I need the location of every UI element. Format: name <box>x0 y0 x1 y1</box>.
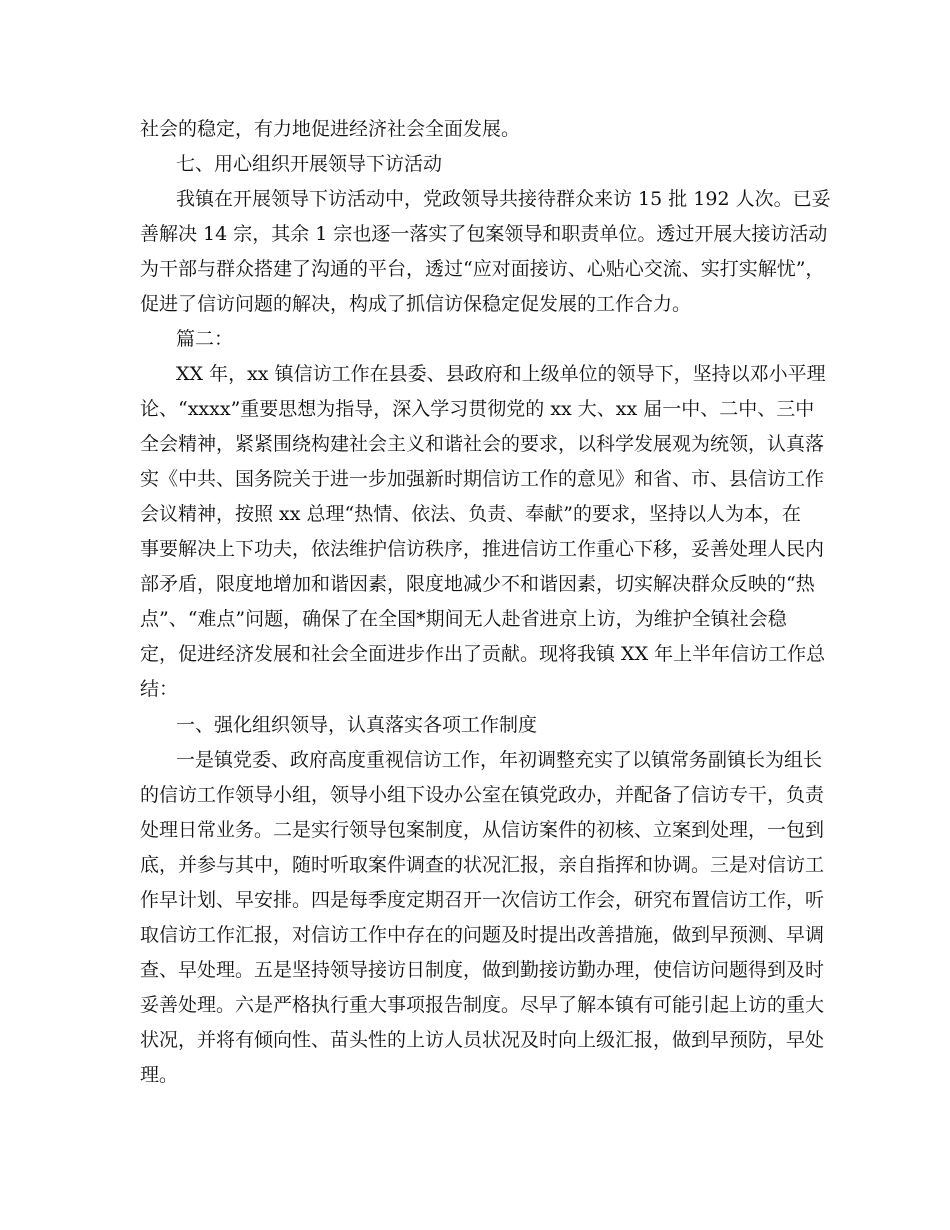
text-line: 取信访工作汇报，对信访工作中存在的问题及时提出改善措施，做到早预测、早调 <box>140 924 825 946</box>
text-line: 实《中共、国务院关于进一步加强新时期信访工作的意见》和省、市、县信访工作 <box>140 468 825 490</box>
part-heading: 篇二： <box>176 328 234 350</box>
text-line: 点”、“难点”问题，确保了在全国*期间无人赴省进京上访，为维护全镇社会稳 <box>140 608 787 630</box>
text-line: 理。 <box>140 1064 179 1086</box>
text-line: 部矛盾，限度地增加和谐因素，限度地减少不和谐因素，切实解决群众反映的“热 <box>140 573 815 595</box>
text-line: 事要解决上下功夫，依法维护信访秩序，推进信访工作重心下移，妥善处理人民内 <box>140 538 825 560</box>
text-line: 妥善处理。六是严格执行重大事项报告制度。尽早了解本镇有可能引起上访的重大 <box>140 994 825 1016</box>
text-line: 全会精神，紧紧围绕构建社会主义和谐社会的要求，以科学发展观为统领，认真落 <box>140 433 825 455</box>
text-line: 查、早处理。五是坚持领导接访日制度，做到勤接访勤办理，使信访问题得到及时 <box>140 959 825 981</box>
text-line: 善解决 14 宗，其余 1 宗也逐一落实了包案领导和职责单位。透过开展大接访活动 <box>140 223 828 245</box>
text-line: 状况，并将有倾向性、苗头性的上访人员状况及时向上级汇报，做到早预防，早处 <box>140 1029 825 1051</box>
section-heading: 七、用心组织开展领导下访活动 <box>176 153 443 175</box>
text-line: 促进了信访问题的解决，构成了抓信访保稳定促发展的工作合力。 <box>140 293 692 315</box>
text-line: 一是镇党委、政府高度重视信访工作，年初调整充实了以镇常务副镇长为组长 <box>176 749 823 771</box>
text-line: 处理日常业务。二是实行领导包案制度，从信访案件的初核、立案到处理，一包到 <box>140 819 825 841</box>
text-line: 底，并参与其中，随时听取案件调查的状况汇报，亲自指挥和协调。三是对信访工 <box>140 854 825 876</box>
text-line: 我镇在开展领导下访活动中，党政领导共接待群众来访 15 批 192 人次。已妥 <box>176 188 831 210</box>
text-line: 论、“xxxx”重要思想为指导，深入学习贯彻党的 xx 大、xx 届一中、二中、三中 <box>140 398 815 420</box>
text-line: 结： <box>140 678 179 700</box>
text-line: 作早计划、早安排。四是每季度定期召开一次信访工作会，研究布置信访工作，听 <box>140 889 825 911</box>
text-line: XX 年，xx 镇信访工作在县委、县政府和上级单位的领导下，坚持以邓小平理 <box>176 363 826 385</box>
text-line: 为干部与群众搭建了沟通的平台，透过“应对面接访、心贴心交流、实打实解忧”， <box>140 258 825 280</box>
text-line: 社会的稳定，有力地促进经济社会全面发展。 <box>140 118 521 140</box>
text-line: 的信访工作领导小组，领导小组下设办公室在镇党政办，并配备了信访专干，负责 <box>140 784 825 806</box>
text-line: 会议精神，按照 xx 总理“热情、依法、负责、奉献”的要求，坚持以人为本，在 <box>140 503 801 525</box>
section-heading: 一、强化组织领导，认真落实各项工作制度 <box>176 714 538 736</box>
text-line: 定，促进经济发展和社会全面进步作出了贡献。现将我镇 XX 年上半年信访工作总 <box>140 643 826 665</box>
